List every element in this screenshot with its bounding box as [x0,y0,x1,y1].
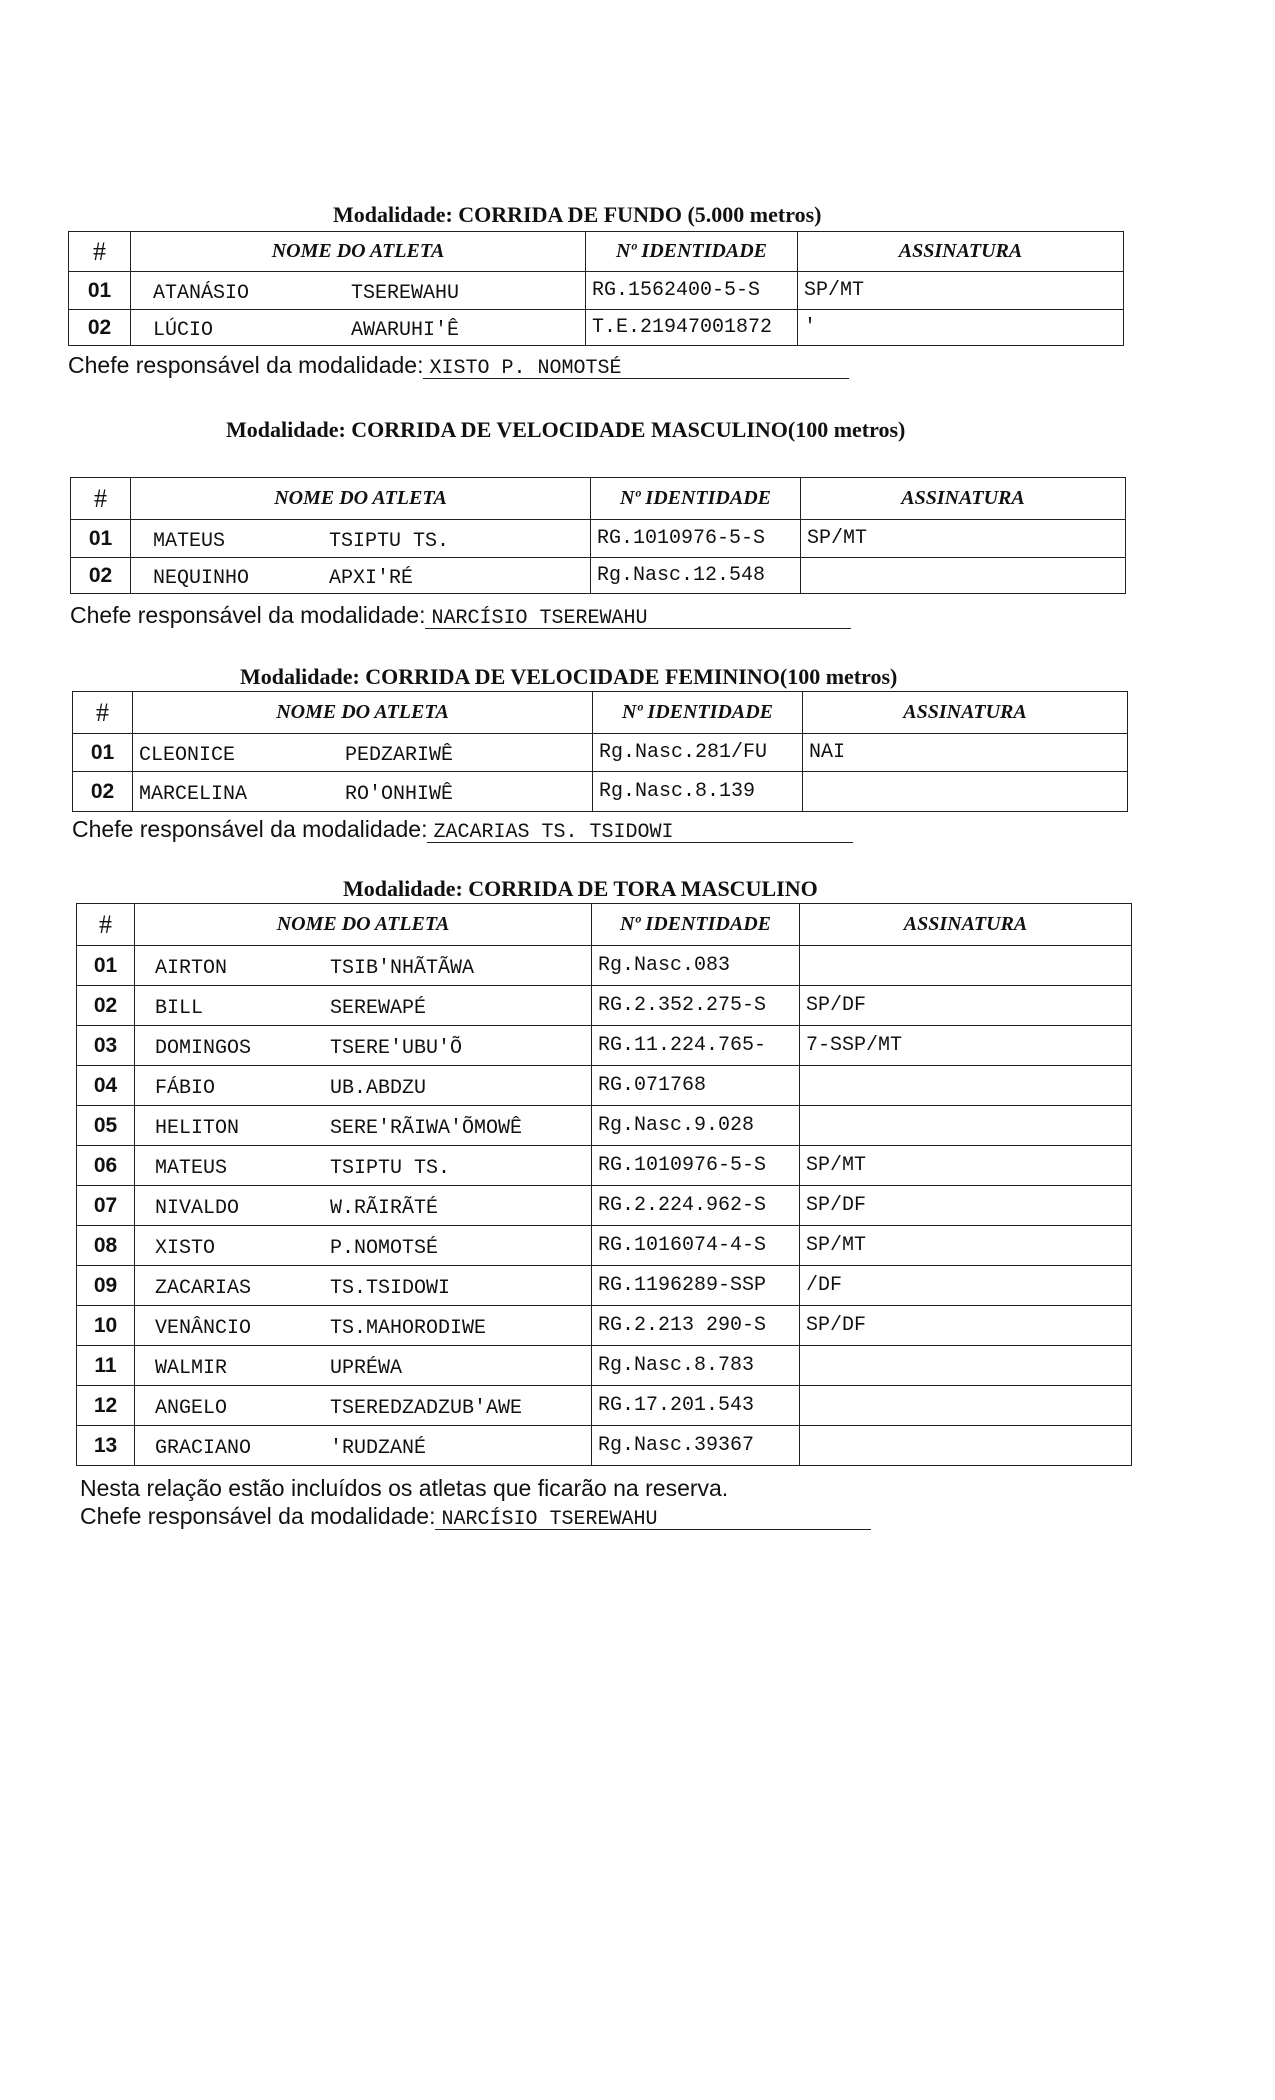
athlete-id: RG.1010976-5-S [591,520,801,558]
header-name: NOME DO ATLETA [133,692,593,734]
last-name: AWARUHI'Ê [351,318,460,342]
athlete-id: RG.2.352.275-S [592,986,800,1026]
row-number: 03 [77,1026,135,1066]
row-number: 11 [77,1346,135,1386]
first-name: AIRTON [155,956,228,980]
athlete-signature: SP/MT [798,272,1124,310]
athlete-name [135,1106,592,1146]
table-row [77,1226,1132,1266]
athlete-signature: SP/MT [800,1226,1132,1266]
first-name: GRACIANO [155,1436,252,1460]
table-row [69,272,1124,310]
athlete-name [135,986,592,1026]
athlete-name [135,1146,592,1186]
athlete-name [135,946,592,986]
header-hash: # [71,478,131,520]
row-number: 07 [77,1186,135,1226]
row-number: 02 [73,772,133,812]
row-number: 05 [77,1106,135,1146]
first-name: WALMIR [155,1356,228,1380]
athletes-table [72,691,1128,812]
athlete-signature [800,946,1132,986]
reserve-note: Nesta relação estão incluídos os atletas que ficarão na reserva. [80,1475,729,1501]
athlete-name [135,1386,592,1426]
header-name: NOME DO ATLETA [131,478,591,520]
athletes-table [68,231,1124,346]
table-row [77,986,1132,1026]
athlete-id: RG.071768 [592,1066,800,1106]
row-number: 01 [69,272,131,310]
athlete-signature: SP/MT [801,520,1126,558]
last-name: TSIPTU TS. [329,529,450,553]
table-row [73,772,1128,812]
first-name: DOMINGOS [155,1036,252,1060]
last-name: TSIPTU TS. [330,1156,451,1180]
row-number: 02 [71,558,131,594]
athlete-name [131,272,586,310]
last-name: PEDZARIWÊ [345,743,454,767]
last-name: UB.ABDZU [330,1076,427,1100]
chief-responsible [72,816,853,843]
chief-label: Chefe responsável da modalidade: [70,602,426,628]
athlete-signature: 7-SSP/MT [800,1026,1132,1066]
table-header-row [77,904,1132,946]
table-row [73,734,1128,772]
chief-name: NARCÍSIO TSEREWAHU [435,1511,871,1530]
header-name: NOME DO ATLETA [135,904,592,946]
athlete-signature: /DF [800,1266,1132,1306]
header-signature: ASSINATURA [803,692,1128,734]
last-name: TS.MAHORODIWE [330,1316,487,1340]
first-name: VENÂNCIO [155,1316,252,1340]
athlete-id: Rg.Nasc.9.028 [592,1106,800,1146]
row-number: 01 [71,520,131,558]
section-title: Modalidade: CORRIDA DE FUNDO (5.000 metros) [333,202,822,227]
header-ident: Nº IDENTIDADE [586,232,798,272]
last-name: W.RÃIRÃTÉ [330,1196,439,1220]
table-row [77,1306,1132,1346]
athlete-name [133,772,593,812]
first-name: ANGELO [155,1396,228,1420]
athletes-table [70,477,1126,594]
athlete-signature [800,1386,1132,1426]
athlete-id: Rg.Nasc.083 [592,946,800,986]
table-row [77,1066,1132,1106]
header-hash: # [77,904,135,946]
athlete-signature [800,1346,1132,1386]
table-row [77,946,1132,986]
chief-name: XISTO P. NOMOTSÉ [423,360,849,379]
chief-name: ZACARIAS TS. TSIDOWI [427,824,853,843]
row-number: 02 [77,986,135,1026]
athlete-id: RG.2.224.962-S [592,1186,800,1226]
header-hash: # [73,692,133,734]
header-signature: ASSINATURA [801,478,1126,520]
last-name: TSEREDZADZUB'AWE [330,1396,523,1420]
first-name: MATEUS [153,529,226,553]
table-row [77,1386,1132,1426]
athlete-signature [803,772,1128,812]
last-name: RO'ONHIWÊ [345,782,454,806]
section-title: Modalidade: CORRIDA DE TORA MASCULINO [343,876,818,901]
athlete-name [135,1066,592,1106]
table-row [69,310,1124,346]
athlete-id: T.E.21947001872 [586,310,798,346]
table-row [77,1266,1132,1306]
header-ident: Nº IDENTIDADE [591,478,801,520]
header-signature: ASSINATURA [798,232,1124,272]
first-name: MARCELINA [139,782,248,806]
athlete-name [135,1346,592,1386]
row-number: 04 [77,1066,135,1106]
row-number: 06 [77,1146,135,1186]
first-name: ZACARIAS [155,1276,252,1300]
first-name: HELITON [155,1116,240,1140]
chief-responsible [80,1503,871,1530]
athletes-table [76,903,1132,1466]
athlete-id: RG.11.224.765- [592,1026,800,1066]
athlete-id: RG.1562400-5-S [586,272,798,310]
last-name: TSIB'NHÃTÃWA [330,956,475,980]
first-name: XISTO [155,1236,216,1260]
row-number: 10 [77,1306,135,1346]
athlete-name [135,1026,592,1066]
section-title: Modalidade: CORRIDA DE VELOCIDADE FEMININO(100 metros) [240,664,898,689]
first-name: MATEUS [155,1156,228,1180]
last-name: TSEREWAHU [351,281,460,305]
athlete-signature [800,1066,1132,1106]
athlete-signature: NAI [803,734,1128,772]
athlete-signature: ' [798,310,1124,346]
table-row [77,1106,1132,1146]
first-name: LÚCIO [153,318,214,342]
row-number: 01 [77,946,135,986]
first-name: NIVALDO [155,1196,240,1220]
row-number: 13 [77,1426,135,1466]
last-name: 'RUDZANÉ [330,1436,427,1460]
chief-label: Chefe responsável da modalidade: [72,816,428,842]
athlete-id: Rg.Nasc.8.783 [592,1346,800,1386]
last-name: APXI'RÉ [329,566,414,590]
athlete-id: Rg.Nasc.12.548 [591,558,801,594]
first-name: ATANÁSIO [153,281,250,305]
athlete-signature: SP/MT [800,1146,1132,1186]
first-name: NEQUINHO [153,566,250,590]
last-name: TS.TSIDOWI [330,1276,451,1300]
athlete-name [135,1426,592,1466]
last-name: SEREWAPÉ [330,996,427,1020]
table-row [77,1146,1132,1186]
header-hash: # [69,232,131,272]
section-title: Modalidade: CORRIDA DE VELOCIDADE MASCULINO(100 metros) [226,417,906,442]
athlete-id: Rg.Nasc.39367 [592,1426,800,1466]
chief-label: Chefe responsável da modalidade: [68,352,424,378]
row-number: 01 [73,734,133,772]
table-header-row [69,232,1124,272]
athlete-name [131,310,586,346]
table-row [77,1346,1132,1386]
chief-name: NARCÍSIO TSEREWAHU [425,610,851,629]
athlete-id: RG.17.201.543 [592,1386,800,1426]
athlete-signature [800,1106,1132,1146]
header-ident: Nº IDENTIDADE [592,904,800,946]
athlete-signature [800,1426,1132,1466]
table-row [77,1426,1132,1466]
chief-responsible [68,352,849,379]
row-number: 09 [77,1266,135,1306]
athlete-signature: SP/DF [800,1186,1132,1226]
header-name: NOME DO ATLETA [131,232,586,272]
athlete-name [135,1186,592,1226]
chief-label: Chefe responsável da modalidade: [80,1503,436,1529]
athlete-signature: SP/DF [800,986,1132,1026]
athlete-name [131,558,591,594]
header-ident: Nº IDENTIDADE [593,692,803,734]
athlete-signature: SP/DF [800,1306,1132,1346]
tora-rows [77,946,1132,1466]
table-row [77,1026,1132,1066]
athlete-name [135,1266,592,1306]
athlete-name [131,520,591,558]
athlete-signature [801,558,1126,594]
first-name: FÁBIO [155,1076,216,1100]
last-name: SERE'RÃIWA'ÕMOWÊ [330,1116,523,1140]
last-name: P.NOMOTSÉ [330,1236,439,1260]
table-header-row [73,692,1128,734]
athlete-id: RG.1010976-5-S [592,1146,800,1186]
athlete-id: Rg.Nasc.281/FU [593,734,803,772]
row-number: 02 [69,310,131,346]
first-name: BILL [155,996,204,1020]
athlete-id: RG.1016074-4-S [592,1226,800,1266]
chief-responsible [70,602,851,629]
first-name: CLEONICE [139,743,236,767]
last-name: TSERE'UBU'Õ [330,1036,463,1060]
athlete-id: Rg.Nasc.8.139 [593,772,803,812]
athlete-id: RG.2.213 290-S [592,1306,800,1346]
table-header-row [71,478,1126,520]
row-number: 08 [77,1226,135,1266]
header-signature: ASSINATURA [800,904,1132,946]
table-row [77,1186,1132,1226]
last-name: UPRÉWA [330,1356,403,1380]
athlete-id: RG.1196289-SSP [592,1266,800,1306]
row-number: 12 [77,1386,135,1426]
athlete-name [135,1226,592,1266]
athlete-name [133,734,593,772]
table-row [71,558,1126,594]
athlete-name [135,1306,592,1346]
table-row [71,520,1126,558]
